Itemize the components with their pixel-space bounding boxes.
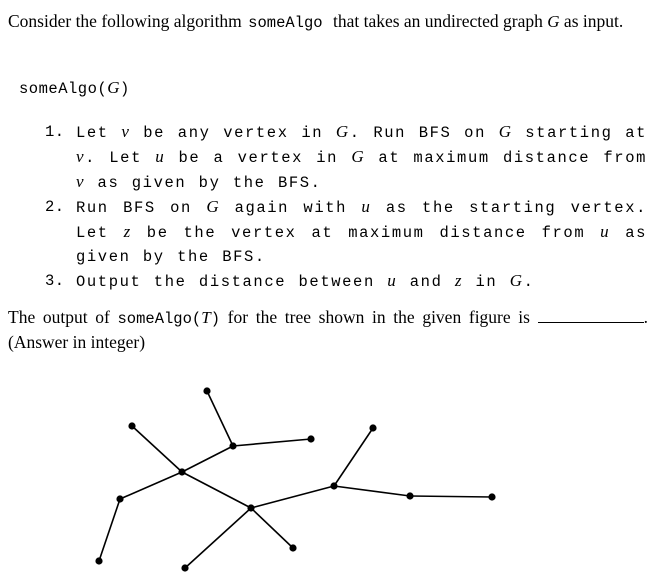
step-math-var: u: [387, 271, 398, 290]
tree-node-far-right: [488, 493, 495, 500]
step-text-part: be the vertex at maximum distance from: [131, 224, 601, 242]
step-text-part: starting at: [512, 124, 648, 142]
tree-figure: [0, 370, 652, 581]
question-text-end: . (Answer in integer): [8, 307, 649, 352]
tree-edge-hub-right-right: [334, 486, 410, 496]
step-math-var: v: [76, 147, 86, 166]
tree-nodes: [95, 387, 495, 571]
step-math-var: z: [123, 222, 132, 241]
step-text-part: be any vertex in: [130, 124, 336, 142]
step-text-part: again with: [220, 199, 362, 217]
question-call-prefix: someAlgo(: [117, 310, 202, 328]
question-text: [8, 306, 648, 354]
tree-edge-hub-center-bottom-center: [185, 508, 251, 568]
question-call-var: T: [201, 308, 211, 327]
algorithm-header: [19, 78, 130, 98]
question-call: [118, 310, 221, 328]
algorithm-header-var: G: [107, 78, 120, 97]
tree-edge-left-bottom-left: [99, 499, 120, 561]
tree-node-upper-left: [128, 422, 135, 429]
tree-edge-upper-left-hub-left: [132, 426, 182, 472]
tree-node-top-right: [369, 424, 376, 431]
tree-node-right: [406, 492, 413, 499]
tree-node-bottom-right-small: [289, 544, 296, 551]
algorithm-header-prefix: someAlgo(: [19, 80, 108, 98]
problem-intro: [8, 10, 648, 35]
algorithm-step: [45, 120, 647, 195]
step-text-part: and: [397, 273, 455, 291]
tree-edge-top-upper-mid: [207, 391, 233, 446]
tree-node-upper-mid: [229, 442, 236, 449]
step-text-part: in: [463, 273, 510, 291]
step-text: [76, 269, 647, 294]
step-text-part: Run BFS on: [76, 199, 207, 217]
tree-edge-hub-left-left: [120, 472, 182, 499]
step-number: 1.: [45, 123, 65, 141]
step-text-part: at maximum distance from: [365, 149, 647, 167]
step-number: 2.: [45, 198, 65, 216]
step-math-var: v: [121, 122, 131, 141]
tree-edge-right-far-right: [410, 496, 492, 497]
step-math-var: G: [335, 122, 350, 141]
algorithm-header-suffix: ): [120, 80, 130, 98]
step-text-part: . Let: [85, 149, 156, 167]
tree-edge-hub-center-hub-right: [251, 486, 334, 508]
tree-edge-hub-center-bottom-right-small: [251, 508, 293, 548]
step-text-part: as the starting vertex. Let: [76, 199, 647, 242]
step-text-part: .: [523, 273, 535, 291]
intro-algo-name: someAlgo: [248, 14, 323, 32]
step-text-part: . Run BFS on: [349, 124, 499, 142]
step-math-var: u: [600, 222, 611, 241]
tree-edge-upper-mid-hub-left: [182, 446, 233, 472]
step-text-part: as given by the BFS.: [76, 224, 647, 266]
tree-edge-upper-mid-upper-right: [233, 439, 311, 446]
step-math-var: G: [509, 271, 524, 290]
tree-edge-hub-left-hub-center: [182, 472, 251, 508]
step-text-part: Output the distance between: [76, 273, 388, 291]
algorithm-step: [45, 195, 647, 269]
intro-text-end: input.: [582, 11, 624, 31]
tree-edge-hub-right-top-right: [334, 428, 373, 486]
intro-text-as: as: [563, 11, 579, 31]
question-text-before: The output of: [8, 307, 110, 327]
intro-text-after: that takes an undirected graph: [332, 11, 543, 31]
step-math-var: u: [155, 147, 166, 166]
algorithm-step: [45, 269, 647, 294]
step-math-var: z: [454, 271, 464, 290]
question-text-after: for the tree shown in the given figure is: [227, 307, 530, 327]
step-text: [76, 120, 647, 195]
step-text-part: as given by the BFS.: [85, 174, 322, 192]
question-call-suffix: ): [210, 310, 220, 328]
tree-node-hub-right: [330, 482, 337, 489]
answer-blank: [538, 307, 644, 323]
tree-edges: [99, 391, 492, 568]
step-math-var: G: [351, 147, 366, 166]
step-math-var: u: [361, 197, 372, 216]
step-math-var: G: [206, 197, 221, 216]
tree-node-top: [203, 387, 210, 394]
tree-node-bottom-left: [95, 557, 102, 564]
tree-node-bottom-center: [181, 564, 188, 571]
intro-text-before: Consider the following algorithm: [8, 11, 242, 31]
tree-node-upper-right: [307, 435, 314, 442]
tree-node-hub-left: [178, 468, 185, 475]
step-text: [76, 195, 647, 269]
step-text-part: Let: [76, 124, 122, 142]
intro-graph-var: G: [547, 12, 560, 31]
step-math-var: G: [498, 122, 513, 141]
step-text-part: be a vertex in: [165, 149, 352, 167]
tree-node-left: [116, 495, 123, 502]
step-math-var: v: [76, 172, 86, 191]
step-number: 3.: [45, 272, 65, 290]
tree-node-hub-center: [247, 504, 254, 511]
algorithm-steps: [45, 120, 647, 294]
